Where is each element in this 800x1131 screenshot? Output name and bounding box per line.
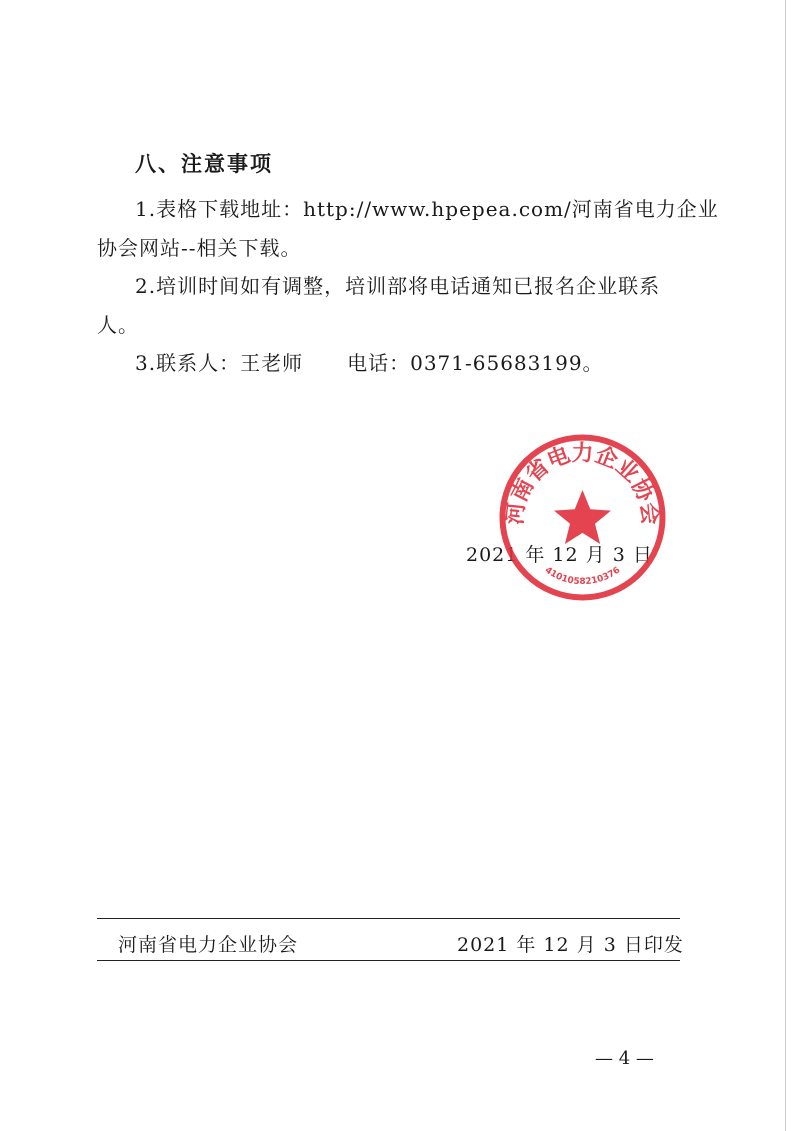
footer-issue-date: 2021 年 12 月 3 日印发 [457,934,684,956]
section-heading: 八、注意事项 [135,152,273,176]
contact-person: 3.联系人：王老师 [135,351,304,375]
item-1-line-1: 1.表格下载地址：http://www.hpepea.com/河南省电力企业 [135,197,719,221]
footer-rule-bottom [97,960,680,961]
item-3-contact-line [135,347,604,376]
seal-code-text: 4101058210376 [542,565,623,588]
item-2-line-2: 人。 [97,313,139,337]
page-number: — 4 — [595,1048,654,1069]
item-1-line-2: 协会网站--相关下载。 [97,236,302,260]
item-2-line-1: 2.培训时间如有调整，培训部将电话通知已报名企业联系 [135,274,661,298]
seal-org-text: 河南省电力企业协会 [502,441,663,526]
scan-edge-line [785,0,786,1131]
signature-date: 2021 年 12 月 3 日 [466,544,653,566]
star-icon [554,490,611,544]
footer-organization: 河南省电力企业协会 [118,934,299,956]
footer-rule-top [97,918,680,919]
official-seal [495,430,670,605]
contact-phone: 电话：0371-65683199。 [347,351,604,375]
